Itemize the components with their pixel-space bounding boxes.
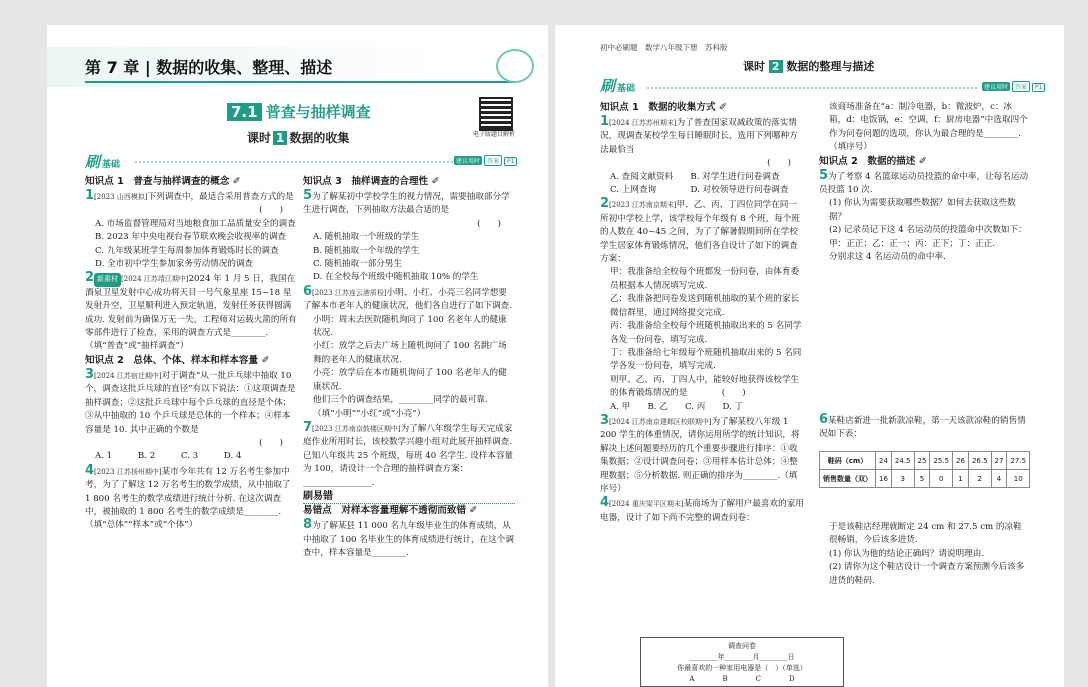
- answer-option: A. 查阅文献资料 B. 对学生进行问卷调查: [610, 171, 780, 182]
- question: [85, 464, 297, 533]
- right-column-4: [819, 521, 1029, 588]
- knowledge-point-text: 知识点 2 总体、个体、样本和样本容量 ✐: [85, 354, 270, 366]
- question-number: 1: [600, 114, 610, 129]
- question-text: 2024 年 1 月 5 日，我国在酒泉卫星发射中心成功将天目一号气象星座 15~18 星发射升空，卫星顺利进入预定轨道，发射任务获得圆满成功. 发射前为确保万无一失，工程师对运载火箭的所有零部件进行了检查，采用的调查方式是________.（填“普查”或“抽样调查”）: [85, 274, 297, 352]
- survey-options: A B C D: [689, 675, 795, 683]
- table-cell: 5: [914, 470, 930, 488]
- question-text: 为了解某县 11 000 名九年级毕业生的体育成绩，从中抽取了 100 名毕业生的体育成绩进行统计，在这个调查中，样本容量是________.: [303, 521, 514, 559]
- answer-option: D. 全市初中学生参加家务劳动情况的调查: [95, 259, 254, 270]
- paragraph: 甲：我准备给全校每个班都发一份问卷，由体育委员根据本人情况填写完成.: [610, 267, 800, 291]
- shoe-table-wrap: [819, 445, 1030, 488]
- question-source: [2023 江苏扬州期中]: [94, 467, 162, 476]
- section-title-text: 普查与抽样调查: [265, 103, 371, 121]
- new-material-badge: 新素材: [94, 273, 121, 286]
- question: [819, 413, 1029, 442]
- answer-option: A. 随机抽取一个班级的学生: [313, 232, 420, 243]
- knowledge-point-heading: [85, 354, 297, 368]
- question-number: 4: [600, 495, 610, 511]
- question: [85, 368, 297, 437]
- question-text: 为了解某校八年级 1 200 学生的体重情况，请你运用所学的统计知识，将解决上述问题要经历的几个重要步骤进行排序：①收集数据；②设计调查问卷；③用样本估计总体；④整理数据；⑤分析数据. 则正确的排序为________.（填序号）: [600, 416, 800, 494]
- answer-option: A. 1 B. 2 C. 3 D. 4: [95, 451, 242, 462]
- table-cell: 10: [1007, 470, 1030, 488]
- lesson-prefix: 课时: [247, 131, 272, 145]
- knowledge-point-text: 知识点 1 普查与抽样调查的概念 ✐: [85, 176, 241, 187]
- basic-label-sub: 基础: [102, 160, 121, 170]
- running-header: 初中必刷题 数学八年级下册 苏科版: [600, 43, 728, 52]
- question-source: [2024 江苏宿迁期中]: [94, 371, 162, 380]
- paragraph: 于是该鞋店经理就断定 24 cm 和 27.5 cm 的凉鞋很畅销，今后该多进货.: [829, 522, 1022, 546]
- paragraph: 丁：我准备给七年级每个班随机抽取出来的 5 名同学各发一份问卷，填写完成.: [610, 347, 802, 372]
- question: [600, 414, 805, 496]
- question-number: 2: [600, 196, 610, 212]
- basic-label: [85, 151, 120, 172]
- answer-option: B. 随机抽取一个年级的学生: [313, 245, 420, 256]
- paragraph: 则甲、乙、丙、丁四人中，能较好地获得该校学生的体育锻炼情况的是 ( ): [610, 374, 800, 399]
- paragraph: 乙：我准备把问卷发送到随机抽取的某个班的家长微信群里，通过网络提交完成.: [610, 294, 800, 318]
- knowledge-point-text: 知识点 3 抽样调查的合理性 ✐: [303, 176, 440, 187]
- question-text: 下列调查中，最适合采用普查方式的是: [147, 192, 294, 202]
- right-column-1: [600, 101, 805, 525]
- table-cell: 24.5: [891, 452, 914, 470]
- question: [600, 496, 805, 525]
- chapter-title: 第 7 章 | 数据的收集、整理、描述: [85, 58, 333, 77]
- tag-answer: 答案: [484, 155, 502, 166]
- left-column-2: [303, 175, 515, 561]
- question-number: 5: [819, 167, 829, 183]
- question: [600, 197, 805, 266]
- table-row: [820, 452, 1030, 470]
- question-text: 为了考察 4 名篮球运动员投篮的命中率，让每名运动员投篮 10 次.: [819, 171, 1029, 196]
- question-source: [2024 江苏苏州期末]: [609, 119, 677, 127]
- knowledge-point-heading: [303, 504, 515, 518]
- paragraph: 他们三个的调查结果，________同学的最可靠.（填“小明”“小红”或“小亮”）: [313, 395, 488, 419]
- knowledge-point-heading: [819, 155, 1029, 169]
- answer-option: C. 上网查询 D. 对校领导进行问卷调查: [610, 185, 789, 196]
- question-text: 甲、乙、丙、丁四位同学在同一所初中学校上学，该学校每个年级有 8 个班，每个班的人数在 40~45 之间，为了了解暑假期间所在学校学生居家体育锻炼情况，他们各自设计了如下的调查方案：: [600, 200, 800, 265]
- right-column-2: [819, 101, 1029, 264]
- question-text: 为了解某初中学校学生的视力情况，需要抽取部分学生进行调查，下列抽取方法最合适的是: [303, 192, 510, 216]
- knowledge-point-heading: [600, 101, 805, 115]
- answer-blank: ( ): [767, 158, 791, 169]
- left-column-1: [85, 175, 297, 533]
- question-source: [2023 山西模拟]: [94, 193, 148, 201]
- paragraph: 甲：正正；乙：正一；丙：正下；丁：正正.: [829, 238, 996, 249]
- knowledge-point-text: 知识点 1 数据的收集方式 ✐: [600, 102, 727, 113]
- shoe-sales-table: [819, 451, 1030, 488]
- table-cell: 0: [930, 470, 953, 488]
- question: [819, 169, 1029, 198]
- question-source: [2024 重庆梁平区期末]: [609, 500, 684, 509]
- paragraph: (1) 你认为需要获取哪些数据？如何去获取这些数据？: [829, 198, 1016, 222]
- error-practice-banner: 刷易错: [303, 490, 515, 504]
- question-source: [2023 江苏连云港质检]: [312, 288, 387, 297]
- survey-form: [640, 637, 844, 687]
- question-number: 4: [85, 462, 95, 478]
- lesson-heading: [247, 129, 349, 146]
- tag-page: P1: [504, 157, 517, 166]
- answer-option: D. 在全校每个班级中随机抽取 10% 的学生: [313, 272, 479, 283]
- table-cell: 27: [991, 452, 1007, 470]
- answer-blank: ( ): [259, 205, 283, 216]
- table-cell: 3: [891, 470, 914, 488]
- paragraph: 小明：周末去医院随机询问了 100 名老年人的健康状况.: [313, 314, 507, 339]
- question-number: 7: [303, 419, 313, 435]
- table-cell: 26.5: [968, 452, 991, 470]
- paragraph: (2) 请你为这个鞋店设计一个调查方案预测今后该多进货的鞋码.: [829, 562, 1025, 586]
- tag-time: 建议用时: [984, 84, 1009, 91]
- basic-label-char: 刷: [600, 77, 616, 95]
- knowledge-point-text: 易错点 对样本容量理解不透彻而致错 ✐: [303, 505, 478, 517]
- tag-page: P1: [1032, 83, 1045, 92]
- question-text: 某市今年共有 12 万名考生参加中考，为了了解这 12 万名考生的数学成绩，从中抽取了 1 800 名考生的数学成绩进行统计分析. 在这次调查中，被抽取的 1 800 名考生的数学成绩是________.（填“总体”“样本”或“个体”）: [85, 466, 291, 531]
- qr-code-icon[interactable]: [479, 97, 513, 131]
- section-number: 7.1: [227, 103, 262, 121]
- answer-option: B. 2023 年中央电视台春节联欢晚会收视率的调查: [95, 232, 287, 243]
- table-cell: 27.5: [1007, 452, 1030, 470]
- paragraph: 分别求这 4 名运动员的命中率.: [829, 252, 946, 263]
- question-number: 6: [303, 283, 313, 299]
- table-header-count: 销售数量（双）: [820, 470, 876, 488]
- question-number: 1: [85, 188, 95, 203]
- table-row: [820, 470, 1030, 488]
- paragraph: 丙：我准备给全校每个班随机抽取出来的 5 名同学各发一份问卷，填写完成.: [610, 321, 802, 345]
- question-text: 某商场为了解用户最喜欢的家用电器，设计了如下尚不完整的调查问卷：: [600, 499, 804, 523]
- question: [85, 189, 297, 204]
- answer-option: C. 九年级某班学生每周参加体育锻炼时长的调查: [95, 245, 279, 256]
- paragraph: 小亮：放学后在本市随机询问了 100 名老年人的健康状况.: [313, 368, 507, 392]
- lesson-number: 2: [769, 60, 783, 73]
- right-page: [555, 25, 1064, 687]
- knowledge-point-text: 知识点 2 数据的描述 ✐: [819, 155, 927, 167]
- table-cell: 25: [914, 452, 930, 470]
- question-source: [2024 江苏南京建邺区校联期中]: [609, 417, 712, 426]
- question-source: [2023 江苏南京期末]: [609, 201, 677, 210]
- paragraph: 小红：放学之后去广场上随机询问了 100 名跳广场舞的老年人的健康状况.: [313, 341, 507, 365]
- answer-blank: ( ): [259, 437, 283, 448]
- section-title: [227, 101, 371, 122]
- basic-label-sub: 基础: [617, 84, 636, 94]
- question-text: 小明、小红、小亮三名同学想要了解本市老年人的健康状况，他们各自进行了如下调查.: [303, 287, 512, 312]
- question: [303, 285, 515, 314]
- question-number: 6: [819, 412, 829, 427]
- paragraph: 该商场准备在“a：制冷电器，b：微波炉，c：冰箱，d：电饭锅，e：空调，f：厨房电器”中选取四个作为问卷问题的选项，你认为最合理的是________.（填序号）: [829, 102, 1028, 153]
- basic-label: [600, 75, 635, 96]
- lesson-title: 数据的整理与描述: [786, 60, 875, 73]
- question-source: [2023 江苏南京鼓楼区期中]: [312, 424, 401, 433]
- table-cell: 16: [876, 470, 892, 488]
- decorative-logo-icon: [496, 49, 534, 83]
- question-number: 3: [85, 366, 95, 382]
- table-cell: 25.5: [930, 452, 953, 470]
- table-cell: 26: [953, 452, 969, 470]
- left-page: [47, 25, 548, 687]
- question-text: 某鞋店新进一批新款凉鞋，第一天该款凉鞋的销售情况如下表：: [819, 416, 1026, 440]
- right-column-3: [819, 413, 1029, 442]
- table-cell: 4: [991, 470, 1007, 488]
- answer-option: C. 随机抽取一部分男生: [313, 259, 403, 270]
- chapter-underline: [85, 81, 515, 83]
- dotted-divider: [647, 87, 977, 89]
- question: [303, 189, 515, 218]
- answer-option: A. 甲 B. 乙 C. 丙 D. 丁: [610, 401, 744, 412]
- answer-blank: ( ): [477, 218, 501, 229]
- tag-time: 建议用时: [456, 158, 481, 165]
- tag-group: [980, 81, 1045, 92]
- lesson-number: 1: [273, 131, 287, 145]
- knowledge-point-heading: [85, 175, 297, 189]
- question: [303, 518, 515, 560]
- question-text: 为了解八年级学生每天完成家庭作业所用时长，该校数学兴趣小组对此展开抽样调查. 已知八年级共 25 个班级，每班 40 名学生. 设样本容量为 100，请设计一个合理的抽样调查方案：________________.: [303, 423, 514, 488]
- question-number: 3: [600, 412, 610, 428]
- lesson-title: 数据的收集: [289, 131, 350, 145]
- table-cell: 24: [876, 452, 892, 470]
- paragraph: (2) 记录员记下这 4 名运动员的投篮命中次数如下：: [829, 225, 1027, 236]
- table-cell: 1: [953, 470, 969, 488]
- answer-option: A. 市场监督管理局对当地粮食加工品质量安全的调查: [95, 218, 296, 229]
- table-cell: 2: [968, 470, 991, 488]
- survey-date: ________年________月________日: [689, 653, 795, 661]
- lesson-heading: [743, 58, 874, 74]
- question-source: [2024 江苏靖江期中]: [121, 275, 189, 284]
- lesson-prefix: 课时: [743, 60, 765, 73]
- tag-group: [452, 155, 517, 166]
- tag-answer: 答案: [1012, 81, 1030, 92]
- paragraph: (1) 你认为他的结论正确吗？请说明理由.: [829, 548, 985, 559]
- question: [85, 271, 297, 353]
- survey-box-wrap: [600, 629, 805, 687]
- dotted-divider: [135, 161, 465, 163]
- question-number: 8: [303, 517, 313, 533]
- question-text: 为了普查国家双减政策的落实情况，现调查某校学生每日睡眠时长，选用下列哪种方法最恰当: [600, 118, 798, 155]
- question: [303, 421, 515, 490]
- qr-caption: 电子版题目解析: [473, 131, 516, 138]
- survey-question: 你最喜欢的一种家用电器是（ ）（单选）: [677, 664, 807, 672]
- question-number: 5: [303, 188, 313, 203]
- question-text: 对于调查“从一批乒乓球中抽取 10 个，调查这批乒乓球的直径”有以下说法：①这项调查是抽样调查；②这批乒乓球中每个乒乓球的直径是个体；③从中抽取的 10 个乒乓球是总体的一个样本；④样本容量是 10. 其中正确的个数是: [85, 370, 296, 435]
- question-number: 2: [85, 270, 95, 286]
- question: [600, 115, 805, 157]
- survey-title: 调查问卷: [728, 642, 756, 650]
- knowledge-point-heading: [303, 175, 515, 189]
- basic-label-char: 刷: [85, 153, 101, 171]
- table-header-size: 鞋码（cm）: [820, 452, 876, 470]
